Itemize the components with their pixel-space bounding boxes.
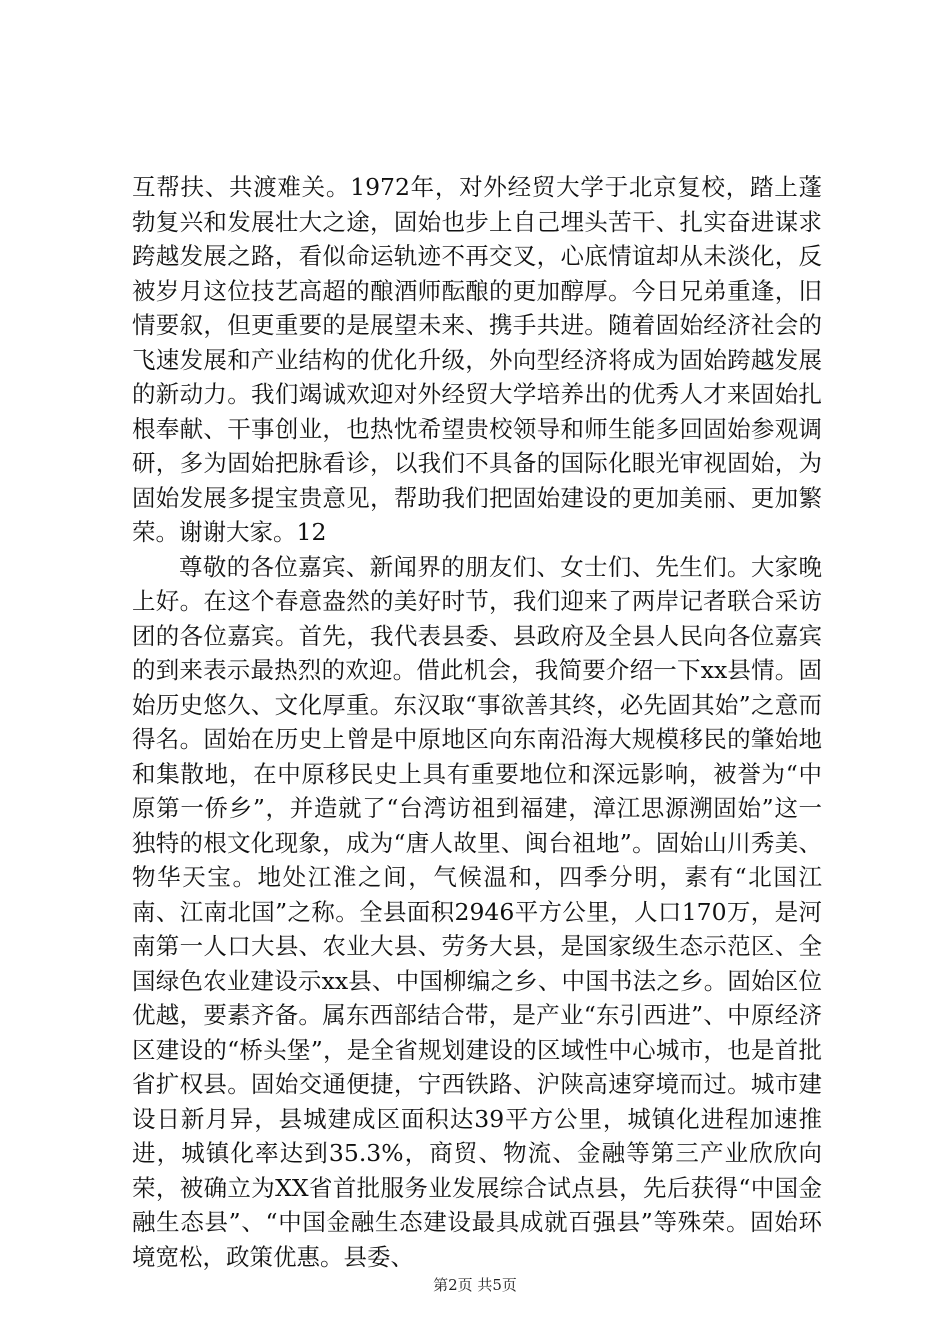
document-body	[132, 170, 822, 1274]
paragraph-1: 互帮扶、共渡难关。1972年，对外经贸大学于北京复校，踏上蓬勃复兴和发展壮大之途，固始也步上自己埋头苦干、扎实奋进谋求跨越发展之路，看似命运轨迹不再交叉，心底情谊却从未淡化，反被岁月这位技艺高超的酿酒师酝酿的更加醇厚。今日兄弟重逢，旧情要叙，但更重要的是展望未来、携手共进。随着固始经济社会的飞速发展和产业结构的优化升级，外向型经济将成为固始跨越发展的新动力。我们竭诚欢迎对外经贸大学培养出的优秀人才来固始扎根奉献、干事创业，也热忱希望贵校领导和师生能多回固始参观调研，多为固始把脉看诊，以我们不具备的国际化眼光审视固始，为固始发展多提宝贵意见，帮助我们把固始建设的更加美丽、更加繁荣。谢谢大家。12	[132, 173, 822, 546]
paragraph-2: 尊敬的各位嘉宾、新闻界的朋友们、女士们、先生们。大家晚上好。在这个春意盎然的美好时节，我们迎来了两岸记者联合采访团的各位嘉宾。首先，我代表县委、县政府及全县人民向各位嘉宾的到来表示最热烈的欢迎。借此机会，我简要介绍一下xx县情。固始历史悠久、文化厚重。东汉取“事欲善其终，必先固其始”之意而得名。固始在历史上曾是中原地区向东南沿海大规模移民的肇始地和集散地，在中原移民史上具有重要地位和深远影响，被誉为“中原第一侨乡”，并造就了“台湾访祖到福建，漳江思源溯固始”这一独特的根文化现象，成为“唐人故里、闽台祖地”。固始山川秀美、物华天宝。地处江淮之间，气候温和，四季分明，素有“北国江南、江南北国”之称。全县面积2946平方公里，人口170万，是河南第一人口大县、农业大县、劳务大县，是国家级生态示范区、全国绿色农业建设示xx县、中国柳编之乡、中国书法之乡。固始区位优越，要素齐备。属东西部结合带，是产业“东引西进”、中原经济区建设的“桥头堡”，是全省规划建设的区域性中心城市，也是首批省扩权县。固始交通便捷，宁西铁路、沪陕高速穿境而过。城市建设日新月异，县城建成区面积达39平方公里，城镇化进程加速推进，城镇化率达到35.3%，商贸、物流、金融等第三产业欣欣向荣，被确立为XX省首批服务业发展综合试点县，先后获得“中国金融生态县”、“中国金融生态建设最具成就百强县”等殊荣。固始环境宽松，政策优惠。县委、	[132, 552, 822, 1271]
page-footer: 第2页 共5页	[433, 1276, 517, 1294]
